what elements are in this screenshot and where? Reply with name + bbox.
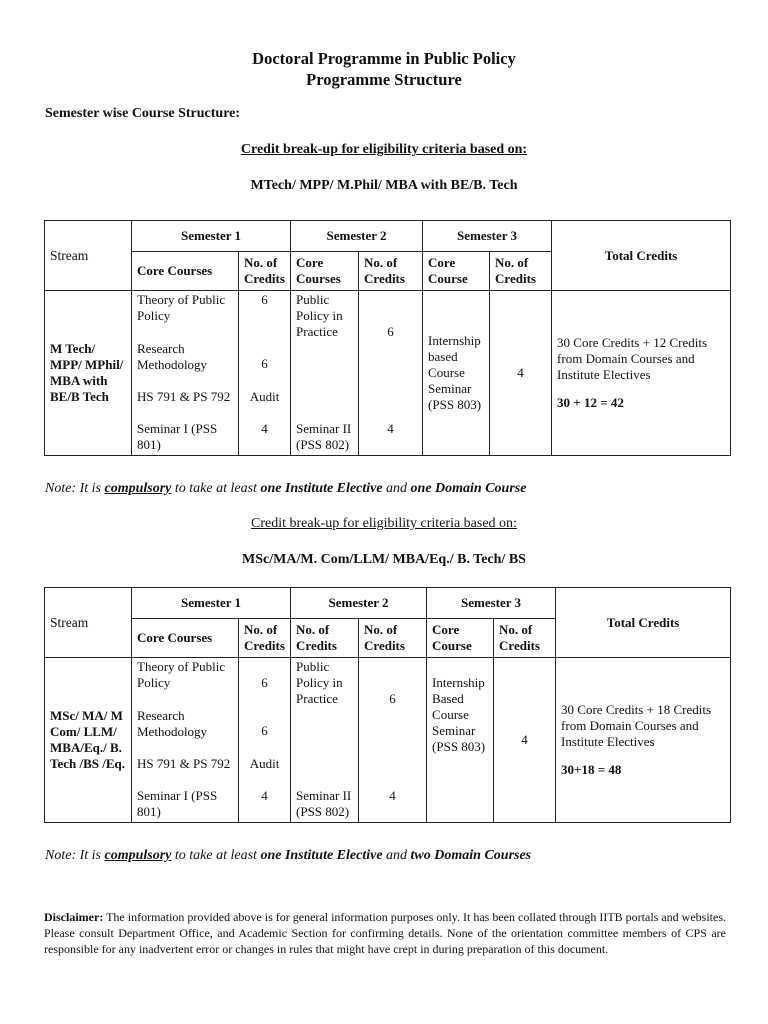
s1-credits-header: No. of Credits <box>239 252 291 291</box>
s2-credits-header-b: No. of Credits <box>359 619 427 658</box>
note-bold-2: one Domain Course <box>410 481 527 496</box>
credit-value: 4 <box>261 421 268 436</box>
s3-course-cell: Internship Based Course Seminar (PSS 803) <box>427 658 494 823</box>
course-seminar-1: Seminar I (PSS 801) <box>137 421 218 452</box>
s2-courses-cell <box>291 658 359 823</box>
note-and: and <box>382 481 411 496</box>
note-1 <box>45 481 526 497</box>
semester-1-header: Semester 1 <box>132 221 291 252</box>
course-theory-public-policy: Theory of Public Policy <box>137 659 226 690</box>
course-theory-public-policy: Theory of Public Policy <box>137 292 226 323</box>
s1-courses-cell <box>132 291 239 456</box>
total-credits-cell <box>556 658 731 823</box>
credit-table-2 <box>44 587 731 823</box>
s2-credits-cell <box>359 658 427 823</box>
note-emphasis: compulsory <box>104 481 172 496</box>
note-bold-1: one Institute Elective <box>260 848 383 863</box>
total-credits-sum: 30+18 = 48 <box>561 762 622 777</box>
credit-table-1 <box>44 220 731 456</box>
stream-header: Stream <box>45 588 132 658</box>
note-bold-2: two Domain Courses <box>410 848 532 863</box>
s2-courses-cell <box>291 291 359 456</box>
course-hs791-ps792: HS 791 & PS 792 <box>137 389 231 404</box>
total-credits-text: 30 Core Credits + 12 Credits from Domain Courses and Institute Electives <box>557 335 708 382</box>
total-credits-text: 30 Core Credits + 18 Credits from Domain Courses and Institute Electives <box>561 702 712 749</box>
credit-value: 6 <box>261 356 268 371</box>
s3-credit-value: 4 <box>490 291 552 456</box>
credit-value: 6 <box>387 324 394 339</box>
semester-2-header: Semester 2 <box>291 588 427 619</box>
total-credits-header: Total Credits <box>552 221 731 291</box>
credit-value: Audit <box>249 756 280 771</box>
stream-cell: MSc/ MA/ M Com/ LLM/ MBA/Eq./ B. Tech /BS /Eq. <box>45 658 132 823</box>
document-subtitle: Programme Structure <box>306 70 462 89</box>
credit-value: 6 <box>261 723 268 738</box>
credit-value: 4 <box>389 788 396 803</box>
course-public-policy-practice: Public Policy in Practice <box>296 659 343 706</box>
s1-credits-header: No. of Credits <box>239 619 291 658</box>
total-credits-sum: 30 + 12 = 42 <box>557 395 624 410</box>
note-text: to take at least <box>171 848 261 863</box>
s3-credit-value: 4 <box>494 658 556 823</box>
credit-value: 6 <box>261 292 268 307</box>
credit-value: 4 <box>261 788 268 803</box>
total-credits-cell <box>552 291 731 456</box>
course-hs791-ps792: HS 791 & PS 792 <box>137 756 231 771</box>
s3-credits-header: No. of Credits <box>490 252 552 291</box>
semester-3-header: Semester 3 <box>423 221 552 252</box>
s3-credits-header: No. of Credits <box>494 619 556 658</box>
course-research-methodology: Research Methodology <box>137 341 208 372</box>
table1-caption: Credit break-up for eligibility criteria based on: <box>240 142 528 157</box>
s1-credits-cell <box>239 291 291 456</box>
semester-3-header: Semester 3 <box>427 588 556 619</box>
semester-1-header: Semester 1 <box>132 588 291 619</box>
note-prefix: Note: It is <box>45 481 105 496</box>
stream-cell: M Tech/ MPP/ MPhil/ MBA with BE/B Tech <box>45 291 132 456</box>
course-research-methodology: Research Methodology <box>137 708 208 739</box>
s3-core-course-header: Core Course <box>427 619 494 658</box>
document-title: Doctoral Programme in Public Policy <box>252 49 516 68</box>
disclaimer <box>44 909 726 957</box>
credit-value: 6 <box>389 691 396 706</box>
s1-core-courses-header: Core Courses <box>132 252 239 291</box>
total-credits-header: Total Credits <box>556 588 731 658</box>
table2-caption: Credit break-up for eligibility criteria based on: <box>251 516 517 531</box>
credit-value: 4 <box>387 421 394 436</box>
s1-core-courses-header: Core Courses <box>132 619 239 658</box>
s2-credits-cell <box>359 291 423 456</box>
s1-credits-cell <box>239 658 291 823</box>
course-seminar-2: Seminar II (PSS 802) <box>296 788 352 819</box>
note-emphasis: compulsory <box>104 848 172 863</box>
course-seminar-1: Seminar I (PSS 801) <box>137 788 218 819</box>
note-2 <box>45 848 531 864</box>
s3-course-cell: Internship based Course Seminar (PSS 803) <box>423 291 490 456</box>
note-prefix: Note: It is <box>45 848 105 863</box>
course-public-policy-practice: Public Policy in Practice <box>296 292 343 339</box>
disclaimer-text: The information provided above is for general information purposes only. It has been collated through IITB portals and websites. Please consult Department Office, and Academic Section for confirming details. None of the orientation committee members of CPS are responsible for any inadvertent error or changes in rules that might have crept in during preparation of this document. <box>44 910 726 956</box>
s1-courses-cell <box>132 658 239 823</box>
stream-header: Stream <box>45 221 132 291</box>
semester-2-header: Semester 2 <box>291 221 423 252</box>
note-text: to take at least <box>171 481 261 496</box>
section-heading: Semester wise Course Structure: <box>45 106 241 121</box>
s2-credits-header: No. of Credits <box>359 252 423 291</box>
course-seminar-2: Seminar II (PSS 802) <box>296 421 352 452</box>
s2-core-courses-header: Core Courses <box>291 252 359 291</box>
s2-credits-header-a: No. of Credits <box>291 619 359 658</box>
credit-value: Audit <box>249 389 280 404</box>
note-bold-1: one Institute Elective <box>260 481 383 496</box>
table1-qualification: MTech/ MPP/ M.Phil/ MBA with BE/B. Tech <box>250 178 518 193</box>
note-and: and <box>382 848 411 863</box>
s3-core-course-header: Core Course <box>423 252 490 291</box>
disclaimer-label: Disclaimer: <box>44 910 104 924</box>
table2-qualification: MSc/MA/M. Com/LLM/ MBA/Eq./ B. Tech/ BS <box>242 552 526 567</box>
credit-value: 6 <box>261 675 268 690</box>
